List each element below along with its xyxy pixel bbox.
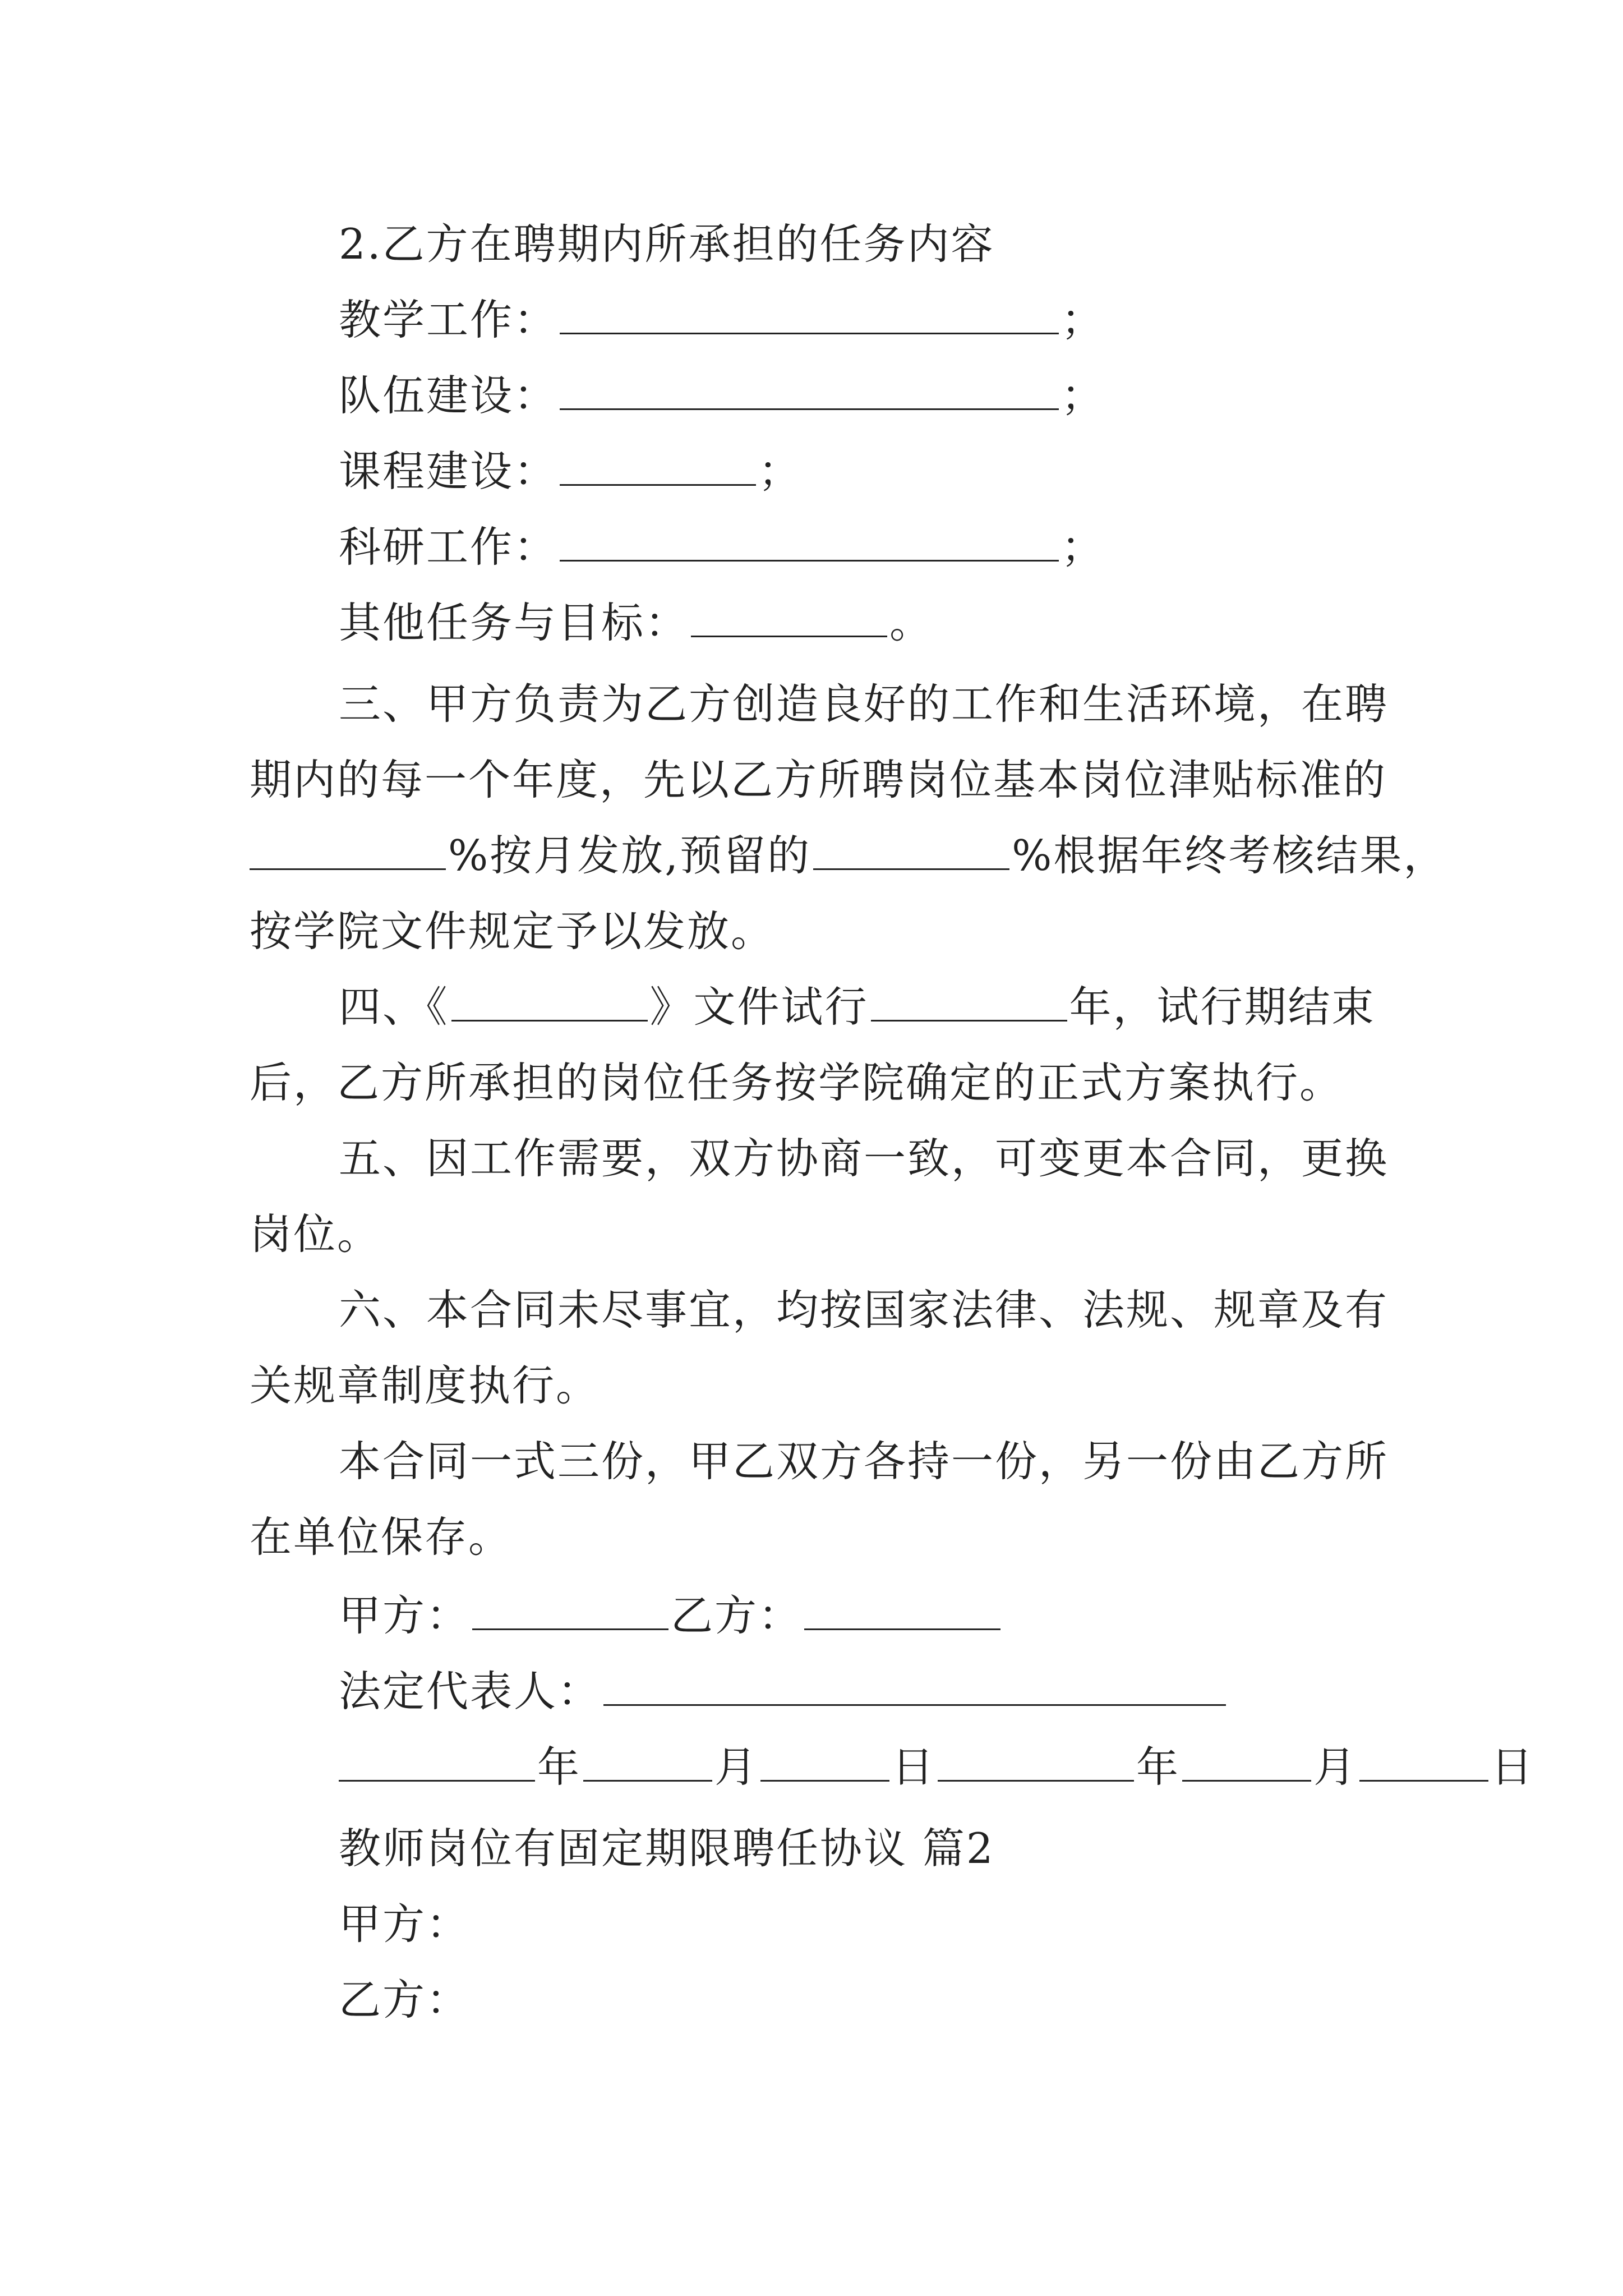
fill-blank <box>804 1594 1000 1630</box>
task-label: 课程建设： <box>339 447 558 496</box>
signature-dates: 年 月 日 年 月 日 <box>339 1739 1534 1795</box>
clause-7-line-1: 本合同一式三份，甲乙双方各持一份，另一份由乙方所 <box>339 1437 1389 1486</box>
next-agreement-title: 教师岗位有固定期限聘任协议 篇2 <box>339 1824 995 1873</box>
fill-blank <box>760 1745 889 1782</box>
task-teaching: 教学工作： ； <box>339 295 1105 344</box>
task-label: 其他任务与目标： <box>339 598 689 647</box>
task-label: 科研工作： <box>339 522 558 572</box>
clause-6-line-1: 六、本合同未尽事宜，均按国家法律、法规、规章及有 <box>339 1285 1389 1335</box>
clause-4-line-1: 四、《 》文件试行 年，试行期结束 <box>339 982 1376 1032</box>
clause-5-line-2: 岗位。 <box>250 1209 381 1259</box>
clause-4-line-2: 后，乙方所承担的岗位任务按学院确定的正式方案执行。 <box>250 1058 1344 1107</box>
fill-blank <box>339 1745 535 1782</box>
fill-blank <box>938 1745 1134 1782</box>
fill-blank <box>560 525 1059 562</box>
fill-blank <box>583 1745 712 1782</box>
fill-blank <box>813 834 1009 870</box>
fill-blank <box>451 985 648 1022</box>
fill-blank <box>250 834 446 870</box>
party-a-label: 甲方： <box>339 1591 471 1640</box>
fill-blank <box>560 298 1059 334</box>
next-party-a: 甲方： <box>339 1899 471 1949</box>
task-course: 课程建设： ； <box>339 447 803 496</box>
fill-blank <box>691 601 887 637</box>
clause-7-line-2: 在单位保存。 <box>250 1512 513 1562</box>
task-label: 队伍建设： <box>339 371 558 420</box>
task-research: 科研工作： ； <box>339 522 1105 572</box>
clause-5-line-1: 五、因工作需要，双方协商一致，可变更本合同，更换 <box>339 1134 1389 1183</box>
task-label: 教学工作： <box>339 295 558 344</box>
clause-6-line-2: 关规章制度执行。 <box>250 1361 600 1410</box>
fill-blank <box>1182 1745 1311 1782</box>
clause-3-line-3: %按月发放,预留的 %根据年终考核结果， <box>250 827 1447 884</box>
legal-rep-label: 法定代表人： <box>339 1667 602 1716</box>
clause-3-line-1: 三、甲方负责为乙方创造良好的工作和生活环境，在聘 <box>339 679 1389 729</box>
task-team: 队伍建设： ； <box>339 371 1105 420</box>
signature-parties <box>339 1588 1003 1644</box>
clause-3-line-2: 期内的每一个年度，先以乙方所聘岗位基本岗位津贴标准的 <box>250 755 1387 804</box>
fill-blank <box>472 1594 668 1630</box>
fill-blank <box>560 374 1059 410</box>
fill-blank <box>603 1669 1226 1706</box>
task-other: 其他任务与目标： 。 <box>339 598 934 647</box>
fill-blank <box>1359 1745 1488 1782</box>
party-b-label: 乙方： <box>671 1591 803 1640</box>
clause-3-line-4: 按学院文件规定予以发放。 <box>250 907 775 956</box>
fill-blank <box>560 449 756 486</box>
next-party-b: 乙方： <box>339 1975 471 2024</box>
legal-representative <box>339 1663 1228 1719</box>
task-heading: 2.乙方在聘期内所承担的任务内容 <box>339 219 995 269</box>
fill-blank <box>871 985 1067 1022</box>
